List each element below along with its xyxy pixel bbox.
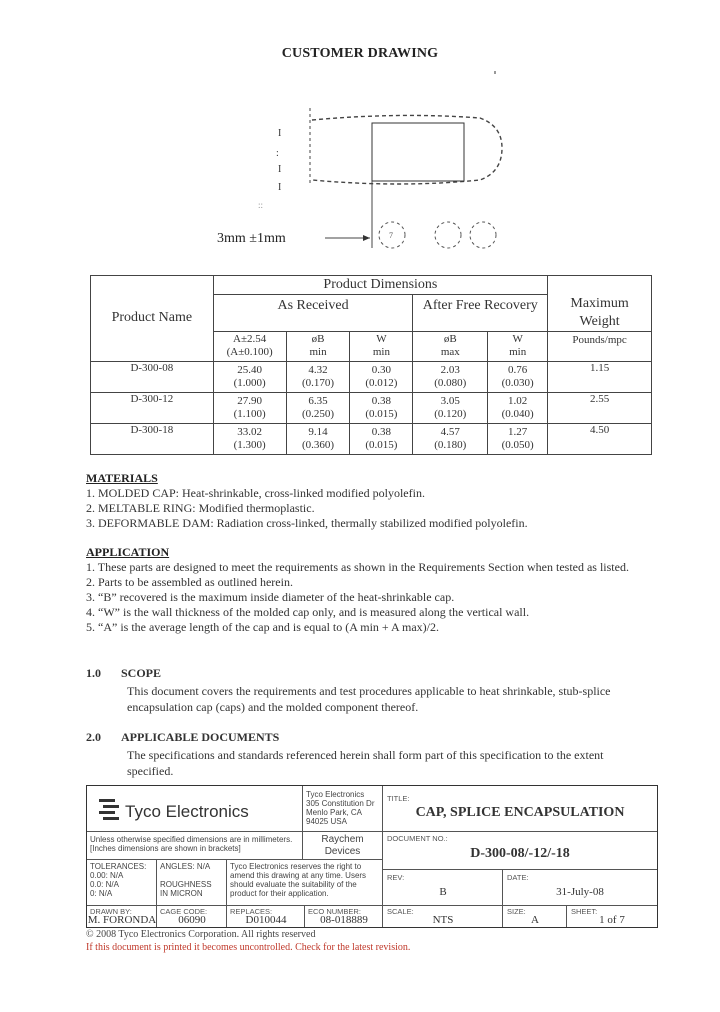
list-item: 3. DEFORMABLE DAM: Radiation cross-linked, thermally stabilized modified polyolefin. [86, 515, 528, 530]
as-received-header: As Received [213, 295, 413, 332]
applicable-documents-text: The specifications and standards referenced herein shall form part of this specification to the extent specified. [127, 748, 604, 778]
product-name: D-300-08 [91, 361, 214, 392]
date-cell: DATE: 31-July-08 [503, 870, 657, 906]
size-cell: SIZE: A [503, 906, 567, 927]
column-header: W min [350, 331, 413, 361]
dimension-label: 3mm ±1mm [217, 231, 286, 246]
cage-code-cell: CAGE CODE: 06090 [157, 906, 227, 927]
drawing-marker: I [278, 164, 282, 175]
applicable-documents-heading: 2.0 APPLICABLE DOCUMENTS [86, 730, 280, 744]
cross-section-circle-3 [470, 222, 496, 248]
column-header: øB min [286, 331, 350, 361]
sheet-cell: SHEET: 1 of 7 [571, 907, 625, 926]
drawing-marker: : [276, 148, 279, 159]
table-row: D-300-18 33.02 (1.300) 9.14 (0.360) 0.38 (0.015) 4.57 (0.180) 1.27 (0.050) 4.50 [91, 423, 652, 454]
tyco-logo-icon [97, 798, 123, 822]
max-weight-header: Maximum Weight [548, 295, 652, 332]
dimension-arrow [363, 235, 370, 241]
replaces-cell: REPLACES: D010044 [227, 906, 305, 927]
angles-cell: ANGLES: N/A ROUGHNESS IN MICRON [157, 860, 227, 906]
eco-cell: ECO NUMBER: 08-018889 [305, 906, 383, 927]
date: 31-July-08 [556, 886, 604, 898]
tolerances-cell: TOLERANCES: 0.00: N/A 0.0: N/A 0: N/A [87, 860, 157, 906]
rev-cell: REV: B [383, 870, 503, 906]
drawing-marker: :: [258, 200, 264, 210]
column-header: W min [488, 331, 548, 361]
disclaimer-cell: Tyco Electronics reserves the right to amend this drawing at any time. Users should evaluate the suitability of the product for their application. [227, 860, 383, 906]
column-header: øB max [413, 331, 488, 361]
copyright-text: © 2008 Tyco Electronics Corporation. All rights reserved [86, 929, 316, 940]
table-row: D-300-08 25.40 (1.000) 4.32 (0.170) 0.30 (0.012) 2.03 (0.080) 0.76 (0.030) 1.15 [91, 361, 652, 392]
list-item: 3. “B” recovered is the maximum inside diameter of the heat-shrinkable cap. [86, 589, 455, 604]
scope-text: This document covers the requirements and test procedures applicable to heat shrinkable, stub-splice encapsulation cap (caps) and the molded component thereof. [127, 684, 611, 714]
drawing-marker: 7 [389, 231, 393, 240]
list-item: 5. “A” is the average length of the cap and is equal to (A min + A max)/2. [86, 619, 440, 634]
company-name: Tyco Electronics [125, 802, 249, 821]
document-number-cell: DOCUMENT NO.: D-300-08/-12/-18 [383, 832, 657, 870]
list-item: 2. MELTABLE RING: Modified thermoplastic. [86, 500, 315, 515]
product-dimensions-table [90, 275, 652, 455]
division-cell: Raychem Devices [303, 832, 383, 860]
product-dimensions-header: Product Dimensions [213, 276, 547, 295]
product-name: D-300-18 [91, 423, 214, 454]
cap-inner-body [372, 123, 464, 181]
materials-heading: MATERIALS [86, 471, 158, 485]
after-recovery-header: After Free Recovery [413, 295, 548, 332]
units-note: Unless otherwise specified dimensions are in millimeters. [Inches dimensions are shown in brackets] [87, 832, 303, 860]
logo-cell [87, 786, 303, 832]
product-name-header: Product Name [91, 276, 214, 362]
column-header: Pounds/mpc [548, 331, 652, 361]
application-section [86, 545, 706, 634]
uncontrolled-warning: If this document is printed it becomes uncontrolled. Check for the latest revision. [86, 942, 411, 953]
drawing-marker: I [278, 182, 282, 193]
scope-heading: 1.0 SCOPE [86, 666, 162, 680]
column-header: A±2.54 (A±0.100) [213, 331, 286, 361]
list-item: 4. “W” is the wall thickness of the molded cap only, and is measured along the vertical wall. [86, 604, 530, 619]
cap-drawing [240, 68, 520, 258]
document-title: CAP, SPLICE ENCAPSULATION [415, 805, 625, 820]
drawn-by-cell: DRAWN BY: M. FORONDA [87, 907, 157, 926]
cap-outline [312, 115, 502, 184]
scale-cell: SCALE: NTS [383, 906, 503, 927]
list-item: 2. Parts to be assembled as outlined herein. [86, 574, 293, 589]
title-block [86, 785, 658, 928]
list-item: 1. MOLDED CAP: Heat-shrinkable, cross-linked modified polyolefin. [86, 485, 425, 500]
application-heading: APPLICATION [86, 545, 170, 559]
materials-section [86, 471, 686, 531]
product-name: D-300-12 [91, 392, 214, 423]
address-cell: Tyco Electronics 305 Constitution Dr Menlo Park, CA 94025 USA [303, 786, 383, 832]
page-title: CUSTOMER DRAWING [281, 46, 439, 61]
table-row: D-300-12 27.90 (1.100) 6.35 (0.250) 0.38 (0.015) 3.05 (0.120) 1.02 (0.040) 2.55 [91, 392, 652, 423]
title-cell: TITLE: CAP, SPLICE ENCAPSULATION [383, 786, 657, 832]
document-number: D-300-08/-12/-18 [470, 846, 570, 861]
drawing-marker: I [278, 128, 282, 139]
cross-section-circle-2 [435, 222, 461, 248]
revision: B [439, 886, 447, 898]
list-item: 1. These parts are designed to meet the requirements as shown in the Requirements Section when tested as listed. [86, 559, 629, 574]
